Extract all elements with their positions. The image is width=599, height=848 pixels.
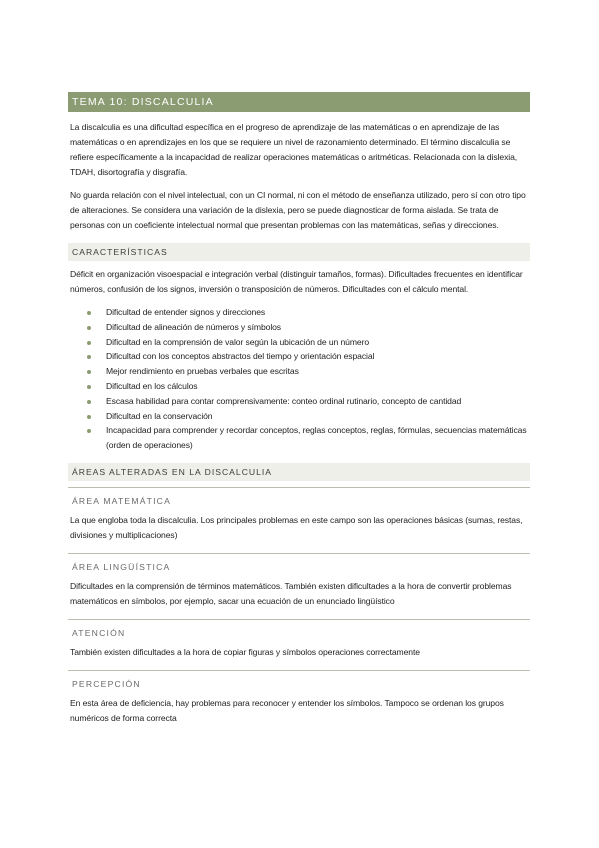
intro-paragraph-2: No guarda relación con el nivel intelectual, con un CI normal, ni con el método de enseñanza utilizado, pero sí con otro tipo de alteraciones. Se considera una variación de la dislexia, pero se puede diagnosticar de forma aislada. Se trata de personas con un coeficiente intelectual normal que presentan problemas con las matemáticas, señas y direcciones. xyxy=(70,190,526,230)
bullet-icon xyxy=(87,385,91,389)
area-title: ÁREA LINGÜÍSTICA xyxy=(68,553,530,574)
list-item-text: Incapacidad para comprender y recordar conceptos, reglas conceptos, reglas, fórmulas, secuencias matemáticas (orden de operaciones) xyxy=(106,425,527,451)
list-item-text: Dificultad en los cálculos xyxy=(106,380,198,391)
bullet-icon xyxy=(87,415,91,419)
area-block xyxy=(68,487,530,543)
list-item-text: Dificultad de entender signos y direcciones xyxy=(106,307,266,317)
list-item xyxy=(87,364,530,379)
bullet-icon xyxy=(87,326,91,330)
bullet-icon xyxy=(87,429,91,433)
area-title: ÁREA MATEMÁTICA xyxy=(68,487,530,508)
list-item xyxy=(87,394,530,409)
characteristics-text: Déficit en organización visoespacial e integración verbal (distinguir tamaños, formas). Dificultades frecuentes en identificar números, confusión de los signos, inversión o transposición de números. Dificultades con el cálculo mental. xyxy=(70,269,523,294)
bullet-icon xyxy=(87,341,91,345)
area-text: Dificultades en la comprensión de términos matemáticos. También existen dificultades a la hora de convertir problemas matemáticos en símbolos, por ejemplo, sacar una ecuación de un enunciado lingüístico xyxy=(70,580,512,606)
area-block xyxy=(68,670,530,726)
area-text: La que engloba toda la discalculia. Los principales problemas en este campo son las operaciones básicas (sumas, restas, divisiones y multiplicaciones) xyxy=(70,514,523,540)
list-item xyxy=(87,379,530,394)
intro-paragraph-1: La discalculia es una dificultad específica en el progreso de aprendizaje de las matemáticas o en aprendizaje de las matemáticas o en aprendizajes en los que se requiere un nivel de razonamiento determinado. El término discalculia se refiere específicamente a la incapacidad de realizar operaciones matemáticas o aritméticas. Relacionada con la dislexia, TDAH, disortografía y disgrafía. xyxy=(70,122,518,177)
list-item xyxy=(87,305,530,320)
topic-title: TEMA 10: DISCALCULIA xyxy=(68,92,530,112)
bullet-icon xyxy=(87,400,91,404)
bullet-icon xyxy=(87,311,91,315)
characteristics-list xyxy=(68,305,530,453)
areas-header: ÁREAS ALTERADAS EN LA DISCALCULIA xyxy=(68,463,530,481)
list-item xyxy=(87,320,530,335)
list-item-text: Dificultad con los conceptos abstractos del tiempo y orientación espacial xyxy=(106,351,375,362)
bullet-icon xyxy=(87,370,91,374)
area-title: PERCEPCIÓN xyxy=(68,670,530,691)
bullet-icon xyxy=(87,355,91,359)
list-item xyxy=(87,423,530,453)
list-item xyxy=(87,349,530,364)
area-block xyxy=(68,553,530,609)
area-text: En esta área de deficiencia, hay problemas para reconocer y entender los símbolos. Tampoco se ordenan los grupos numéricos de forma correcta xyxy=(70,697,504,723)
list-item xyxy=(87,409,530,424)
area-block xyxy=(68,619,530,660)
list-item xyxy=(87,335,530,350)
list-item-text: Dificultad en la conservación xyxy=(106,410,213,421)
characteristics-header: CARACTERÍSTICAS xyxy=(68,243,530,261)
document-content xyxy=(68,92,530,736)
area-text: También existen dificultades a la hora de copiar figuras y símbolos operaciones correctamente xyxy=(70,646,420,657)
list-item-text: Escasa habilidad para contar comprensivamente: conteo ordinal rutinario, concepto de cantidad xyxy=(106,395,462,406)
list-item-text: Mejor rendimiento en pruebas verbales que escritas xyxy=(106,366,299,377)
list-item-text: Dificultad en la comprensión de valor según la ubicación de un número xyxy=(106,336,370,347)
list-item-text: Dificultad de alineación de números y símbolos xyxy=(106,321,282,332)
area-title: ATENCIÓN xyxy=(68,619,530,640)
